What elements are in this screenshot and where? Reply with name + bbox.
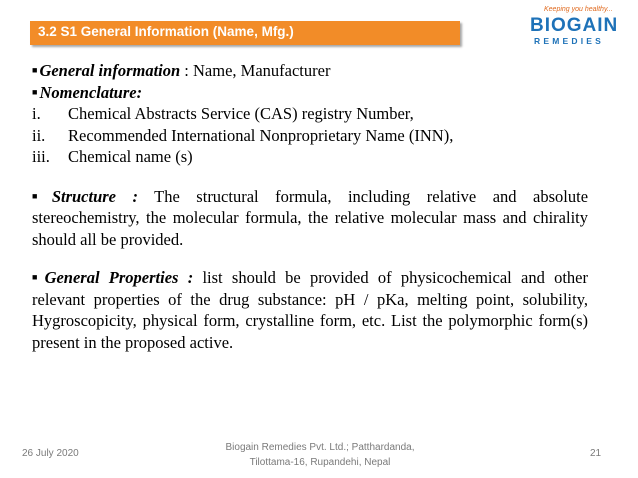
general-properties-paragraph [32,267,588,353]
footer-page-number: 21 [590,448,602,459]
nomenclature-item [32,125,588,147]
structure-paragraph [32,186,588,251]
square-bullet-icon: ■ [32,86,38,97]
square-bullet-icon: ■ [32,272,43,282]
logo-tagline: Keeping you healthy... [544,6,613,13]
nomenclature-line [32,82,588,104]
general-properties-label: General Properties : [44,268,194,287]
item-text: Chemical name (s) [68,147,193,166]
nomenclature-item [32,103,588,125]
item-number: ii. [32,125,46,145]
general-information-label: General information [39,61,181,80]
general-information-text: : Name, Manufacturer [180,61,331,80]
slide-title: 3.2 S1 General Information (Name, Mfg.) [38,24,294,39]
item-number: i. [32,104,41,123]
footer-company-line1: Biogain Remedies Pvt. Ltd.; Patthardanda, [225,442,415,453]
biogain-logo [516,6,626,50]
logo-subtitle: REMEDIES [534,36,604,46]
slide-body [32,60,588,353]
item-text: Chemical Abstracts Service (CAS) registry Number, [68,104,414,123]
nomenclature-item [32,146,588,168]
footer-company [200,440,440,470]
square-bullet-icon: ■ [32,65,38,75]
square-bullet-icon: ■ [32,190,50,201]
slide-title-bar [30,21,460,45]
item-text: Recommended International Nonproprietary Name (INN), [68,125,454,145]
footer-date: 26 July 2020 [22,448,79,459]
logo-name: BIOGAIN [530,15,619,36]
structure-text: The structural formula, including relative and absolute stereochemistry, the molecular formula, the relative molecular mass and chirality should all be provided. [32,186,589,249]
general-information-line [32,60,588,82]
structure-label: Structure : [51,186,138,206]
nomenclature-label: Nomenclature: [39,82,143,102]
footer-company-line2: Tilottama-16, Rupandehi, Nepal [249,457,391,468]
item-number: iii. [32,147,50,166]
general-properties-text: list should be provided of physicochemical and other relevant properties of the drug substance: pH / pKa, melting point, solubility, Hygroscopicity, physical form, crystalline form, etc. List the polymorphic form(s) present in the proposed active. [32,268,588,352]
